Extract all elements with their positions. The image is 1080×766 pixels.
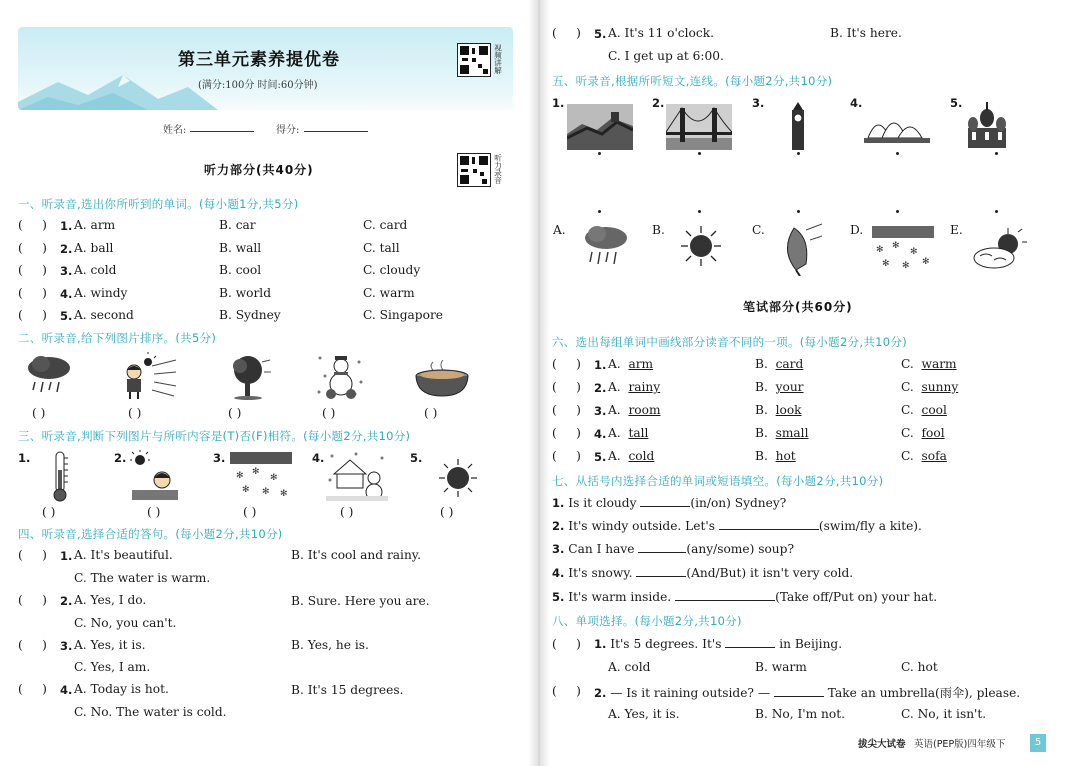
qr-code-audio[interactable] <box>457 153 491 187</box>
section-7-title: 七、从括号内选择合适的单词或短语填空。(每小题2分,共10分) <box>552 474 884 488</box>
answer-paren[interactable]: ( ) <box>32 406 46 420</box>
options: (swim/fly a kite). <box>818 519 922 533</box>
item-number: 5. <box>410 451 423 465</box>
big-ben-icon <box>789 102 807 150</box>
match-letter: C. <box>752 223 765 237</box>
section-3-title: 三、听录音,判断下列图片与所听内容是(T)否(F)相符。(每小题2分,共10分) <box>18 429 411 443</box>
word-a: cold <box>628 449 655 463</box>
option-a: A. second <box>74 308 134 322</box>
word-b: your <box>775 380 804 394</box>
section-4-title: 四、听录音,选择合适的答句。(每小题2分,共10分) <box>18 527 283 541</box>
item-number: 4. <box>60 683 73 697</box>
option-c: C. I get up at 6:00. <box>608 49 724 63</box>
option-b: B. your <box>755 380 804 394</box>
option-c: C. sunny <box>901 380 959 394</box>
match-dot-top-5[interactable] <box>995 152 998 155</box>
option-a: A. arm <box>74 218 116 232</box>
word-a: rainy <box>628 380 661 394</box>
snow-cloud-icon <box>870 224 936 272</box>
match-letter: B. <box>652 223 665 237</box>
item-number: 4. <box>850 96 863 110</box>
sun-icon <box>680 225 722 267</box>
paren[interactable]: ( ) <box>552 684 581 698</box>
footer-brand: 拔尖大试卷 <box>858 739 906 750</box>
option-c: C. warm <box>901 357 957 371</box>
page-number: 5 <box>1030 734 1046 752</box>
item-number: 3. <box>60 639 73 653</box>
tf-paren[interactable]: ( ) <box>440 505 454 519</box>
svg-text:✻: ✻ <box>236 471 244 481</box>
option-c: C. warm <box>363 286 415 300</box>
windy-tree-icon <box>224 352 272 400</box>
item-number: 1. <box>60 549 73 563</box>
prompt-end: Take an umbrella(雨伞), please. <box>827 686 1021 700</box>
blank[interactable] <box>774 686 824 697</box>
option-a: A. cold <box>608 449 655 463</box>
blank[interactable] <box>675 590 775 601</box>
blank[interactable] <box>636 566 686 577</box>
svg-text:✻: ✻ <box>280 489 288 499</box>
name-field[interactable] <box>190 131 254 132</box>
word-a: room <box>628 403 661 417</box>
match-dot-bottom-e[interactable] <box>995 210 998 213</box>
option-c: C. tall <box>363 241 400 255</box>
item-number: 2. <box>60 594 73 608</box>
rain-cloud-icon <box>582 222 630 268</box>
word-c: cool <box>921 403 947 417</box>
word-b: look <box>775 403 802 417</box>
fill-question <box>552 566 853 580</box>
paren[interactable]: ( ) <box>18 263 47 277</box>
options: (And/But) it isn't very cold. <box>686 566 854 580</box>
match-dot-top-1[interactable] <box>598 152 601 155</box>
word-a: tall <box>628 426 649 440</box>
paren[interactable]: ( ) <box>18 682 47 696</box>
windy-boy-icon <box>118 352 178 400</box>
exam-meta: (满分:100分 时间:60分钟) <box>198 80 318 91</box>
svg-text:✻: ✻ <box>270 473 278 483</box>
option-c: C. hot <box>901 660 938 674</box>
score-field[interactable] <box>304 131 368 132</box>
answer-paren[interactable]: ( ) <box>128 406 142 420</box>
item-number: 2. <box>60 242 73 256</box>
option-a: A. Yes, it is. <box>608 707 680 721</box>
blank[interactable] <box>725 637 775 648</box>
item-number: 5. <box>60 309 73 323</box>
blank[interactable] <box>719 519 819 530</box>
section-8-title: 八、单项选择。(每小题2分,共10分) <box>552 614 742 628</box>
svg-text:✻: ✻ <box>242 485 250 495</box>
section-6-title: 六、选出每组单词中画线部分读音不同的一项。(每小题2分,共10分) <box>552 335 907 349</box>
options: (in/on) Sydney? <box>690 496 787 510</box>
snowman-icon <box>315 352 367 400</box>
option-c: C. No, you can't. <box>74 616 177 630</box>
item-number: 1. <box>594 637 607 651</box>
match-letter: E. <box>950 223 963 237</box>
options: (any/some) soup? <box>686 542 794 556</box>
fill-question <box>552 496 786 510</box>
option-a: A. cold <box>74 263 117 277</box>
soup-bowl-icon <box>413 360 471 398</box>
option-b: B. card <box>755 357 804 371</box>
item-number: 3. <box>752 96 765 110</box>
word-c: fool <box>921 426 945 440</box>
option-b: B. car <box>219 218 256 232</box>
item-number: 2. <box>594 686 607 700</box>
svg-text:✻: ✻ <box>922 257 930 267</box>
option-b: B. look <box>755 403 802 417</box>
tf-paren[interactable]: ( ) <box>147 505 161 519</box>
answer-paren[interactable]: ( ) <box>228 406 242 420</box>
paren[interactable]: ( ) <box>18 308 47 322</box>
written-heading: 笔试部分(共60分) <box>743 300 853 314</box>
prompt: Can I have <box>568 542 635 556</box>
sun-cloud-icon <box>972 226 1028 272</box>
word-c: sofa <box>921 449 947 463</box>
item-number: 5. <box>594 27 607 41</box>
sweating-boy-icon <box>128 450 180 502</box>
name-label: 姓名: <box>163 125 187 136</box>
paren[interactable]: ( ) <box>552 380 581 394</box>
item-number: 5. <box>950 96 963 110</box>
item-number: 4. <box>60 287 73 301</box>
section-1-title: 一、听录音,选出你所听到的单词。(每小题1分,共5分) <box>18 197 299 211</box>
option-b: B. It's here. <box>830 26 902 40</box>
option-b: B. Yes, he is. <box>291 638 369 652</box>
prompt: It's warm inside. <box>568 590 672 604</box>
paren[interactable]: ( ) <box>552 403 581 417</box>
answer-paren[interactable]: ( ) <box>322 406 336 420</box>
item-number: 2. <box>552 519 565 533</box>
match-dot-top-4[interactable] <box>896 152 899 155</box>
option-a: A. windy <box>74 286 128 300</box>
option-a: A. arm <box>608 357 654 371</box>
svg-text:✻: ✻ <box>882 259 890 269</box>
match-dot-bottom-a[interactable] <box>598 210 601 213</box>
listening-heading: 听力部分(共40分) <box>204 163 314 177</box>
section-2-title: 二、听录音,给下列图片排序。(共5分) <box>18 331 217 345</box>
item-number: 2. <box>114 451 127 465</box>
option-a: A. Today is hot. <box>74 682 169 696</box>
prompt: — Is it raining outside? — <box>610 686 771 700</box>
golden-gate-bridge-icon <box>666 104 732 150</box>
option-a: A. ball <box>74 241 114 255</box>
paren[interactable]: ( ) <box>18 638 47 652</box>
prompt: Is it cloudy <box>568 496 637 510</box>
option-b: B. world <box>219 286 271 300</box>
prompt: It's 5 degrees. It's <box>610 637 722 651</box>
svg-text:✻: ✻ <box>902 261 910 271</box>
option-c: C. card <box>363 218 408 232</box>
option-b: B. small <box>755 426 809 440</box>
word-b: card <box>775 357 804 371</box>
item-number: 3. <box>60 264 73 278</box>
sydney-opera-house-icon <box>864 106 930 144</box>
option-a: A. It's 11 o'clock. <box>608 26 714 40</box>
fill-question <box>552 519 922 533</box>
st-basil-cathedral-icon <box>962 100 1012 150</box>
paren[interactable]: ( ) <box>552 449 581 463</box>
match-dot-top-3[interactable] <box>797 152 800 155</box>
item-number: 4. <box>552 566 565 580</box>
match-letter: D. <box>850 223 864 237</box>
option-b: B. Sydney <box>219 308 281 322</box>
great-wall-icon <box>567 104 633 150</box>
paren[interactable]: ( ) <box>18 286 47 300</box>
option-c: C. Singapore <box>363 308 443 322</box>
qr-label-audio: 听力录音 <box>493 154 503 184</box>
paren[interactable]: ( ) <box>18 593 47 607</box>
match-dot-bottom-c[interactable] <box>797 210 800 213</box>
wind-leaf-icon <box>776 220 824 276</box>
score-label: 得分: <box>276 125 300 136</box>
item-number: 5. <box>552 590 565 604</box>
paren[interactable]: ( ) <box>552 426 581 440</box>
option-b: B. It's cool and rainy. <box>291 548 421 562</box>
option-b: B. hot <box>755 449 796 463</box>
option-c: C. Yes, I am. <box>74 660 151 674</box>
paren[interactable]: ( ) <box>552 637 581 651</box>
choice-question <box>594 637 842 651</box>
hot-sun-icon <box>438 458 478 498</box>
item-number: 4. <box>312 451 325 465</box>
svg-text:✻: ✻ <box>892 241 900 251</box>
book-gutter <box>528 0 550 766</box>
item-number: 1. <box>552 496 565 510</box>
option-c: C. cool <box>901 403 947 417</box>
word-c: warm <box>921 357 957 371</box>
tf-paren[interactable]: ( ) <box>340 505 354 519</box>
item-number: 1. <box>60 219 73 233</box>
match-dot-bottom-d[interactable] <box>896 210 899 213</box>
word-b: small <box>775 426 809 440</box>
option-b: B. Sure. Here you are. <box>291 594 430 608</box>
item-number: 1. <box>18 451 31 465</box>
option-b: B. No, I'm not. <box>755 707 846 721</box>
item-number: 3. <box>552 542 565 556</box>
word-c: sunny <box>921 380 959 394</box>
tf-paren[interactable]: ( ) <box>42 505 56 519</box>
fill-question <box>552 590 937 604</box>
option-c: C. No. The water is cold. <box>74 705 227 719</box>
option-c: C. No, it isn't. <box>901 707 987 721</box>
item-number: 1. <box>552 96 565 110</box>
prompt: It's windy outside. Let's <box>568 519 715 533</box>
prompt-end: in Beijing. <box>779 637 843 651</box>
option-a: A. cold <box>608 660 651 674</box>
option-c: C. fool <box>901 426 945 440</box>
paren[interactable]: ( ) <box>552 357 581 371</box>
option-b: B. wall <box>219 241 262 255</box>
word-b: hot <box>775 449 796 463</box>
fill-question <box>552 542 794 556</box>
thermometer-icon <box>48 450 72 502</box>
prompt: It's snowy. <box>568 566 633 580</box>
svg-text:✻: ✻ <box>262 487 270 497</box>
item-number: 3. <box>213 451 226 465</box>
svg-text:✻: ✻ <box>910 247 918 257</box>
answer-paren[interactable]: ( ) <box>424 406 438 420</box>
qr-label-video: 视频讲解 <box>493 44 503 74</box>
option-b: B. warm <box>755 660 807 674</box>
page-title: 第三单元素养提优卷 <box>178 50 340 70</box>
option-c: C. The water is warm. <box>74 571 211 585</box>
snowy-cloud-icon <box>228 450 294 502</box>
word-a: arm <box>628 357 654 371</box>
svg-text:✻: ✻ <box>252 467 260 477</box>
svg-text:✻: ✻ <box>876 245 884 255</box>
option-a: A. Yes, it is. <box>74 638 146 652</box>
option-a: A. It's beautiful. <box>74 548 173 562</box>
footer-info: 英语(PEP版)四年级下 <box>914 739 1006 750</box>
blank[interactable] <box>638 542 686 553</box>
item-number: 3. <box>594 404 607 418</box>
rainy-cloud-icon <box>25 352 73 398</box>
option-b: B. It's 15 degrees. <box>291 683 404 697</box>
option-a: A. room <box>608 403 661 417</box>
item-number: 4. <box>594 427 607 441</box>
blank[interactable] <box>640 496 690 507</box>
option-b: B. cool <box>219 263 262 277</box>
qr-code-video[interactable] <box>457 43 491 77</box>
paren[interactable]: ( ) <box>18 548 47 562</box>
options: (Take off/Put on) your hat. <box>775 590 938 604</box>
choice-question <box>594 684 1020 701</box>
option-c: C. sofa <box>901 449 947 463</box>
paren[interactable]: ( ) <box>18 241 47 255</box>
option-a: A. tall <box>608 426 649 440</box>
tf-paren[interactable]: ( ) <box>243 505 257 519</box>
item-number: 2. <box>652 96 665 110</box>
snow-house-icon <box>326 450 388 502</box>
item-number: 5. <box>594 450 607 464</box>
item-number: 2. <box>594 381 607 395</box>
option-a: A. rainy <box>608 380 661 394</box>
section-5-title: 五、听录音,根据所听短文,连线。(每小题2分,共10分) <box>552 74 833 88</box>
item-number: 1. <box>594 358 607 372</box>
match-dot-top-2[interactable] <box>698 152 701 155</box>
option-a: A. Yes, I do. <box>74 593 147 607</box>
option-c: C. cloudy <box>363 263 421 277</box>
match-letter: A. <box>553 223 566 237</box>
paren[interactable]: ( ) <box>18 218 47 232</box>
match-dot-bottom-b[interactable] <box>698 210 701 213</box>
paren[interactable]: ( ) <box>552 26 581 40</box>
